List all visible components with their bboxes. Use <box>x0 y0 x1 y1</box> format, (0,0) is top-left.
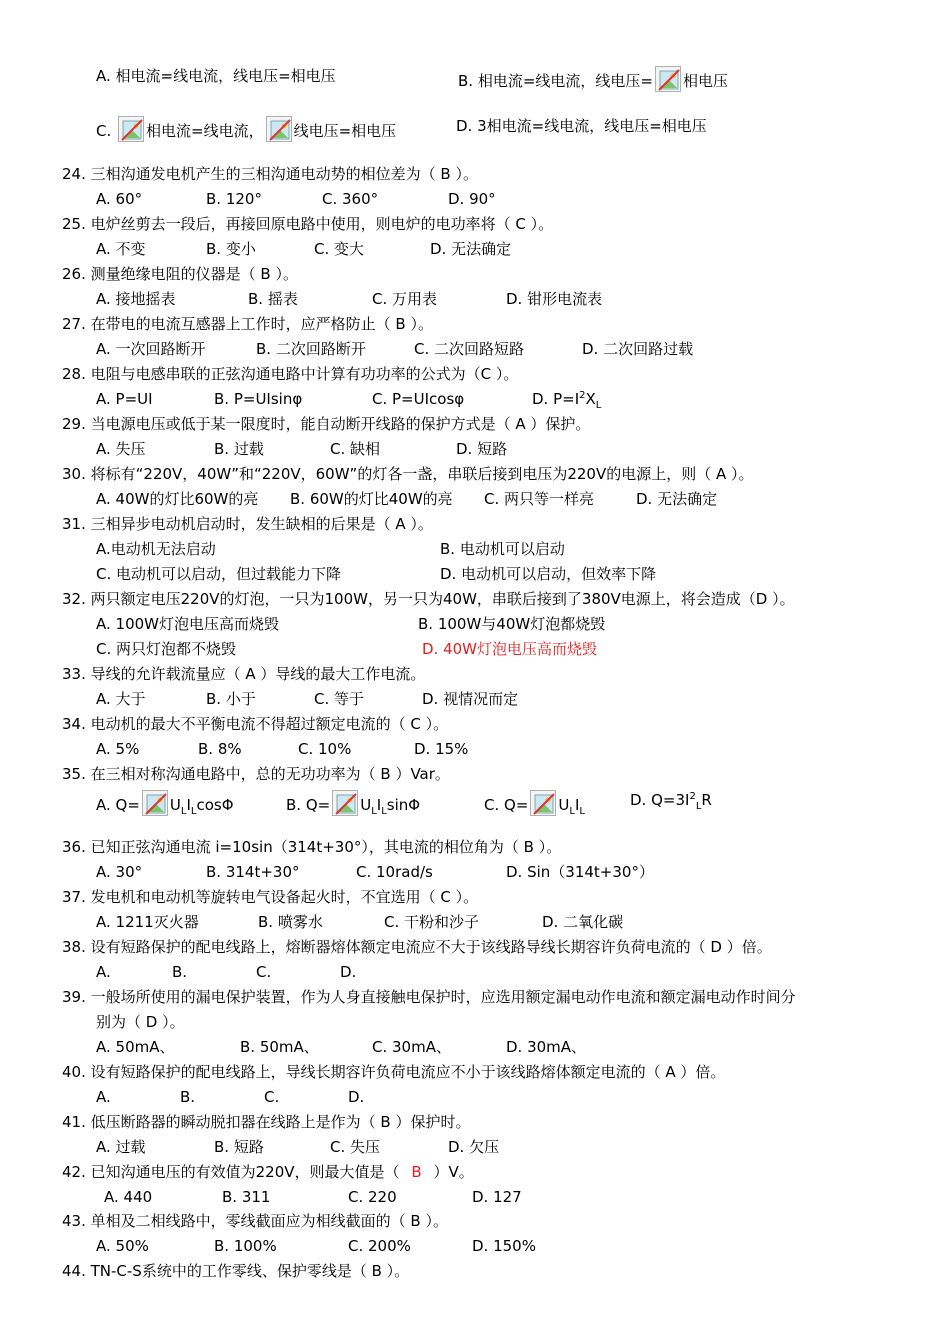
option-c <box>484 790 585 816</box>
subscript: L <box>569 806 575 817</box>
function-text: cosΦ <box>196 796 234 814</box>
subscript: L <box>381 806 387 817</box>
subscript: L <box>579 806 585 817</box>
option-23b <box>458 66 728 92</box>
option-b: B. 314t+30° <box>206 863 300 881</box>
subscript: L <box>180 806 187 817</box>
option-c: C. 220 <box>348 1188 397 1206</box>
question-41: 41. 低压断路器的瞬动脱扣器在线路上是作为（ B ）保护时。 <box>62 1113 471 1131</box>
question-30: 30. 将标有“220V，40W”和“220V，60W”的灯各一盏，串联后接到电压为220V的电源上，则（ A ）。 <box>62 465 754 483</box>
question-25: 25. 电炉丝剪去一段后，再接回原电路中使用，则电炉的电功率将（ C ）。 <box>62 215 554 233</box>
option-c: C. 电动机可以启动，但过载能力下降 <box>96 565 342 583</box>
option-b: B. 50mA、 <box>240 1038 319 1056</box>
option-b: B. 60W的灯比40W的亮 <box>290 490 453 508</box>
option-d-text: D. Q=3I <box>630 791 690 809</box>
question-31: 31. 三相异步电动机启动时，发生缺相的后果是（ A ）。 <box>62 515 433 533</box>
option-c: C. 缺相 <box>330 440 381 458</box>
option-b: B. 311 <box>222 1188 271 1206</box>
option-a: A. <box>96 963 111 981</box>
option-c: C. 10rad/s <box>356 863 433 881</box>
question-28: 28. 电阻与电感串联的正弦沟通电路中计算有功功率的公式为（C ）。 <box>62 365 519 383</box>
option-b: B. 摇表 <box>248 290 298 308</box>
question-24: 24. 三相沟通发电机产生的三相沟通电动势的相位差为（ B ）。 <box>62 165 478 183</box>
superscript: 2 <box>689 791 696 802</box>
subscript: L <box>595 400 602 411</box>
option-c: C. P=UIcosφ <box>372 390 465 408</box>
question-37: 37. 发电机和电动机等旋转电气设备起火时，不宜选用（ C ）。 <box>62 888 479 906</box>
question-40: 40. 设有短路保护的配电线路上，导线长期容许负荷电流应不小于该线路熔体额定电流的（ A ）倍。 <box>62 1063 726 1081</box>
answer-highlighted: B <box>411 1163 422 1181</box>
option-c: C. 360° <box>322 190 379 208</box>
option-d: D. 欠压 <box>448 1138 500 1156</box>
question-39-cont: 别为（ D ）。 <box>96 1013 185 1031</box>
option-b: B. 100% <box>214 1237 277 1255</box>
question-35: 35. 在三相对称沟通电路中，总的无功功率为（ B ）Var。 <box>62 765 450 783</box>
option-b <box>286 790 420 816</box>
option-c: C. 失压 <box>330 1138 381 1156</box>
option-a <box>96 790 234 816</box>
option-b: B. 变小 <box>206 240 256 258</box>
option-a: A. 440 <box>104 1188 153 1206</box>
option-a: A. P=UI <box>96 390 153 408</box>
option-a: A. 5% <box>96 740 140 758</box>
symbol-u: U <box>169 796 181 814</box>
question-44: 44. TN-C-S系统中的工作零线、保护零线是（ B ）。 <box>62 1262 410 1280</box>
question-42 <box>62 1162 474 1182</box>
formula-image-icon <box>266 116 292 142</box>
option-c: C. 200% <box>348 1237 411 1255</box>
question-33: 33. 导线的允许载流量应（ A ）导线的最大工作电流。 <box>62 665 426 683</box>
option-a: A. 一次回路断开 <box>96 340 206 358</box>
option-b: B. 小于 <box>206 690 256 708</box>
option-b: B. 100W与40W灯泡都烧毁 <box>418 615 606 633</box>
question-38: 38. 设有短路保护的配电线路上，熔断器熔体额定电流应不大于该线路导线长期容许负荷电流的（ D ）倍。 <box>62 938 772 956</box>
formula-image-icon <box>142 790 168 816</box>
question-32: 32. 两只额定电压220V的灯泡，一只为100W，另一只为40W，串联后接到了380V电源上，将会造成（D ）。 <box>62 590 795 608</box>
option-c: C. 变大 <box>314 240 365 258</box>
option-d: D. <box>348 1088 365 1106</box>
option-b: B. 二次回路断开 <box>256 340 366 358</box>
option-d <box>532 389 601 409</box>
subscript: L <box>695 801 702 812</box>
option-c: C. 两只灯泡都不烧毁 <box>96 640 237 658</box>
question-43: 43. 单相及二相线路中，零线截面应为相线截面的（ B ）。 <box>62 1212 448 1230</box>
option-b: B. <box>172 963 188 981</box>
option-23c-tail: 线电压=相电压 <box>293 122 397 140</box>
option-d: D. Sin（314t+30°） <box>506 863 654 881</box>
function-text: sinΦ <box>386 796 421 814</box>
option-d: D. 15% <box>414 740 469 758</box>
formula-image-icon <box>655 66 681 92</box>
option-23c <box>96 116 396 142</box>
superscript: 2 <box>579 390 586 401</box>
option-c: C. 10% <box>298 740 352 758</box>
option-d: D. 短路 <box>456 440 508 458</box>
option-23a: A. 相电流=线电流，线电压=相电压 <box>96 67 336 85</box>
symbol-u: U <box>558 796 570 814</box>
option-23b-text: B. 相电流=线电流，线电压= <box>458 72 653 90</box>
option-d: D. 无法确定 <box>636 490 718 508</box>
question-39: 39. 一般场所使用的漏电保护装置，作为人身直接触电保护时，应选用额定漏电动作电流和额定漏电动作时间分 <box>62 988 796 1006</box>
option-a: A. 60° <box>96 190 143 208</box>
option-c: C. 万用表 <box>372 290 438 308</box>
option-a-label: A. Q= <box>96 796 140 814</box>
option-a: A. 40W的灯比60W的亮 <box>96 490 259 508</box>
option-b: B. 120° <box>206 190 262 208</box>
option-a: A. 100W灯泡电压高而烧毁 <box>96 615 279 633</box>
option-23c-label: C. <box>96 122 112 140</box>
option-a: A. 50% <box>96 1237 149 1255</box>
question-27: 27. 在带电的电流互感器上工作时，应严格防止（ B ）。 <box>62 315 433 333</box>
question-26: 26. 测量绝缘电阻的仪器是（ B ）。 <box>62 265 298 283</box>
option-d: D. 150% <box>472 1237 536 1255</box>
option-a: A. 50mA、 <box>96 1038 175 1056</box>
option-a: A. 接地摇表 <box>96 290 176 308</box>
option-d <box>630 790 712 810</box>
option-b: B. P=UIsinφ <box>214 390 303 408</box>
option-23c-text: 相电流=线电流， <box>146 122 264 140</box>
option-a: A. 1211灭火器 <box>96 913 199 931</box>
symbol-i: I <box>186 796 191 814</box>
option-a: A. 过载 <box>96 1138 146 1156</box>
option-c: C. <box>256 963 272 981</box>
option-c-label: C. Q= <box>484 796 529 814</box>
formula-image-icon <box>530 790 556 816</box>
option-d-tail: R <box>701 791 712 809</box>
option-c: C. 等于 <box>314 690 365 708</box>
option-d: D. 90° <box>448 190 496 208</box>
option-b: B. 短路 <box>214 1138 264 1156</box>
formula-image-icon <box>118 116 144 142</box>
question-42-text: 42. 已知沟通电压的有效值为220V，则最大值是（ <box>62 1163 400 1181</box>
option-d: D. <box>340 963 357 981</box>
option-c: C. 二次回路短路 <box>414 340 525 358</box>
subscript: L <box>190 806 197 817</box>
question-36: 36. 已知正弦沟通电流 i=10sin（314t+30°），其电流的相位角为（ B ）。 <box>62 838 562 856</box>
option-a: A. 大于 <box>96 690 146 708</box>
option-d: D. 二氧化碳 <box>542 913 624 931</box>
option-d: D. 127 <box>472 1188 522 1206</box>
option-b: B. 电动机可以启动 <box>440 540 565 558</box>
option-23b-tail: 相电压 <box>682 72 728 90</box>
option-a: A. 失压 <box>96 440 146 458</box>
formula-image-icon <box>332 790 358 816</box>
option-d: D. 无法确定 <box>430 240 512 258</box>
option-b: B. <box>180 1088 196 1106</box>
option-c: C. 干粉和沙子 <box>384 913 480 931</box>
option-d-x: X <box>585 390 596 408</box>
option-b: B. 8% <box>198 740 242 758</box>
option-b: B. 喷雾水 <box>258 913 323 931</box>
option-b-label: B. Q= <box>286 796 331 814</box>
option-d: D. 30mA、 <box>506 1038 587 1056</box>
option-a: A. 30° <box>96 863 143 881</box>
option-23d: D. 3相电流=线电流，线电压=相电压 <box>456 117 707 135</box>
option-c: C. 30mA、 <box>372 1038 451 1056</box>
subscript: L <box>371 806 377 817</box>
option-a: A. 不变 <box>96 240 146 258</box>
option-c: C. 两只等一样亮 <box>484 490 595 508</box>
question-42-tail: ）V。 <box>433 1163 474 1181</box>
symbol-i: I <box>376 796 382 814</box>
option-d: D. 视情况而定 <box>422 690 519 708</box>
option-b: B. 过载 <box>214 440 264 458</box>
option-d: D. 电动机可以启动，但效率下降 <box>440 565 657 583</box>
option-d: D. 二次回路过载 <box>582 340 694 358</box>
option-c: C. <box>264 1088 280 1106</box>
option-d: D. 钳形电流表 <box>506 290 603 308</box>
option-d-highlighted: D. 40W灯泡电压高而烧毁 <box>422 640 598 658</box>
symbol-u: U <box>360 796 372 814</box>
question-29: 29. 当电源电压或低于某一限度时，能自动断开线路的保护方式是（ A ）保护。 <box>62 415 591 433</box>
symbol-i: I <box>574 796 580 814</box>
option-a: A.电动机无法启动 <box>96 540 216 558</box>
option-a: A. <box>96 1088 111 1106</box>
option-d-text: D. P=I <box>532 390 580 408</box>
question-34: 34. 电动机的最大不平衡电流不得超过额定电流的（ C ）。 <box>62 715 449 733</box>
